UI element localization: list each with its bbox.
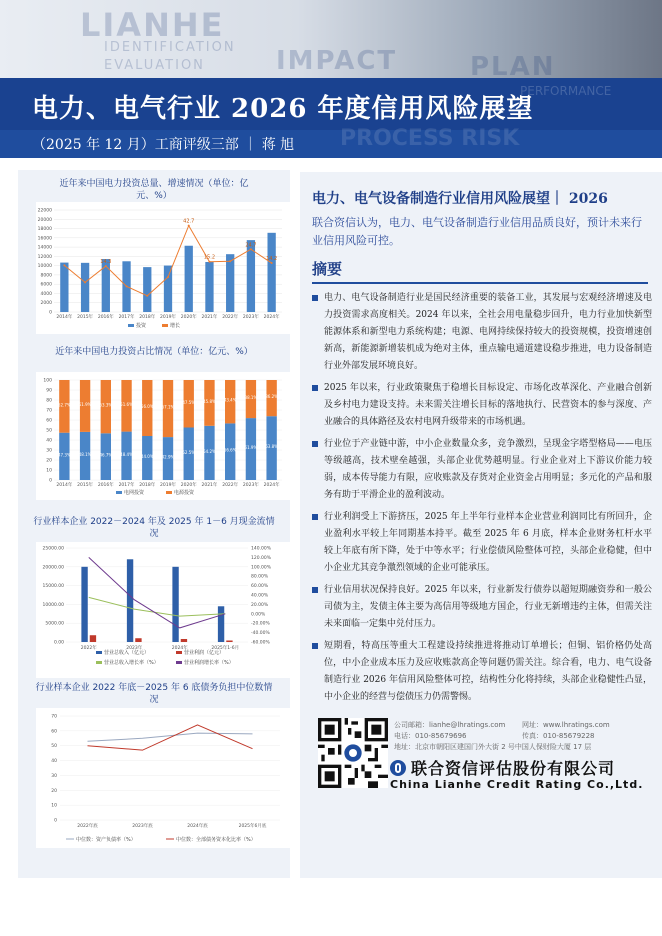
chart2-title: 近年来中国电力投资占比情况（单位：亿元、%）	[55, 347, 253, 357]
legend-label: 中位数：资产负债率（%）	[76, 837, 136, 843]
bar-value-label: 44.0%	[140, 454, 154, 459]
bar-value-label: 38.1%	[244, 395, 258, 401]
bar-value-label: 36.2%	[265, 394, 278, 400]
y2-tick-label: 40.00%	[251, 593, 269, 599]
x-tick-label: 2016年	[97, 483, 114, 488]
legend-swatch	[116, 491, 122, 494]
x-tick-label: 2024年	[171, 646, 188, 651]
bar-value-label: 45.8%	[203, 398, 216, 404]
y-tick-label: 2000	[40, 301, 52, 307]
y-tick-label: 50	[46, 428, 52, 434]
growth-point	[229, 260, 231, 262]
x-tick-label: 2024年	[263, 483, 280, 488]
bar-value-label: 48.1%	[78, 451, 92, 457]
y2-tick-label: 140.00%	[251, 546, 272, 552]
x-tick-label: 2014年	[56, 315, 73, 320]
y-tick-label: 0.00	[53, 640, 64, 646]
x-tick-label: 2024年	[263, 315, 280, 320]
y2-tick-label: -60.00%	[251, 640, 270, 646]
bar-profit	[181, 639, 187, 642]
x-tick-label: 2020年	[180, 483, 197, 488]
y-tick-label: 100	[43, 378, 52, 384]
x-tick-label: 2024年底	[187, 824, 208, 829]
y2-tick-label: -20.00%	[251, 621, 270, 627]
bar-profit	[226, 640, 232, 642]
watermark-word: PERFORMANCE	[520, 84, 612, 98]
x-tick-label: 2014年	[56, 483, 73, 488]
bar-value-label: 57.1%	[161, 404, 175, 410]
charts-column	[18, 170, 290, 878]
bar-value-label: 56.0%	[140, 404, 154, 409]
x-tick-label: 2015年	[77, 315, 94, 320]
bar-revenue	[81, 567, 87, 642]
legend-swatch	[96, 661, 102, 664]
y-tick-label: 18000	[37, 227, 52, 233]
x-tick-label: 2015年	[77, 483, 94, 488]
y-tick-label: 0	[49, 310, 52, 316]
x-tick-label: 2022年	[222, 483, 239, 488]
chart1-svg	[36, 202, 290, 334]
watermark-word: IDENTIFICATION	[104, 40, 236, 55]
y-tick-label: 22000	[37, 208, 52, 214]
y-tick-label: 0	[49, 478, 52, 484]
bar-value-label: 46.7%	[99, 452, 113, 458]
rating-conclusion: 联合资信认为，电力、电气设备制造行业信用品质良好，预计未来行业信用风险可控。	[312, 216, 642, 247]
x-tick-label: 2020年	[180, 315, 197, 320]
legend-label: 营业利润（亿元）	[184, 650, 225, 656]
list-item	[310, 436, 652, 504]
bar-value-label: 61.9%	[244, 445, 258, 451]
y2-tick-label: 60.00%	[251, 584, 269, 590]
y-tick-label: 5000.00	[45, 621, 64, 627]
bar-value-label: 47.5%	[182, 399, 196, 405]
section-title: 电力、电气设备制造行业信用风险展望｜ 2026	[312, 191, 608, 207]
chart2-svg	[36, 372, 290, 500]
page-title: 电力、电气行业 2026 年度信用风险展望	[32, 94, 534, 124]
y-tick-label: 14000	[37, 245, 52, 251]
y-tick-label: 70	[46, 408, 52, 414]
list-item	[310, 582, 652, 633]
legend-swatch	[176, 661, 182, 664]
legend-label: 投资	[136, 323, 147, 329]
bar-value-label: 56.6%	[223, 447, 237, 453]
growth-point	[271, 262, 273, 264]
legend-label: 增长	[170, 323, 181, 329]
x-tick-label: 2023年	[242, 315, 259, 320]
company-name-cn: 联合资信评估股份有限公司	[411, 759, 616, 778]
x-tick-label: 2023年底	[132, 824, 153, 829]
x-tick-label: 2018年	[139, 315, 156, 320]
legend-swatch	[176, 651, 182, 654]
abstract-list	[310, 290, 652, 711]
watermark-word: LIANHE	[80, 6, 225, 44]
watermark-word: PLAN	[470, 52, 556, 78]
x-tick-label: 2019年	[160, 483, 176, 488]
growth-point	[250, 248, 252, 250]
chart4-debt-burden	[36, 708, 290, 848]
list-item-text: 短期看，特高压等重大工程建设持续推进将推动订单增长；但铜、铝价格仍处高位，中小企业成本压力及应收账款高企等问题仍需关注。综合看，电力、电气设备制造行业 2026 年信用风险整体可控，结构性分化将持续，头部企业稳健性凸显，中小企业的经营与偿债压力仍需警惕。	[324, 641, 652, 702]
y-tick-label: 60	[46, 418, 52, 424]
y-tick-label: 40	[51, 759, 57, 765]
bar	[143, 267, 151, 312]
y2-tick-label: 100.00%	[251, 565, 272, 571]
legend-label: 中位数：全部债务资本化比率（%）	[176, 837, 256, 843]
data-label: 14.3	[100, 259, 112, 266]
y-tick-label: 30	[51, 773, 57, 779]
growth-point	[208, 261, 210, 263]
y-tick-label: 10000.00	[42, 602, 64, 608]
bar-profit	[90, 635, 96, 642]
y-tick-label: 10000	[37, 264, 52, 270]
x-tick-label: 2021年	[201, 315, 218, 320]
y-tick-label: 0	[54, 818, 57, 824]
footer-address: 地址：北京市朝阳区建国门外大街 2 号中国人保财险大厦 17 层	[394, 743, 592, 751]
x-tick-label: 2023年	[126, 646, 143, 651]
list-item	[310, 380, 652, 431]
company-logo	[390, 756, 615, 779]
header-banner-image	[0, 0, 662, 78]
data-label: 15.2	[203, 254, 216, 261]
y-tick-label: 15000.00	[42, 584, 64, 590]
y-tick-label: 30	[46, 448, 52, 454]
y-tick-label: 90	[46, 388, 52, 394]
x-tick-label: 2025年1-6月	[211, 646, 240, 651]
bar-value-label: 52.7%	[58, 402, 71, 408]
y-tick-label: 20000.00	[42, 565, 64, 571]
x-tick-label: 2023年	[242, 483, 259, 488]
chart4-title: 行业样本企业 2022 年底－2025 年 6 底债务负担中位数情况	[35, 683, 273, 705]
growth-point	[126, 285, 128, 287]
chart3-title: 行业样本企业 2022－2024 年及 2025 年 1－6 月现金流情况	[33, 517, 275, 539]
chart4-svg	[36, 708, 290, 848]
bar	[60, 263, 68, 312]
x-tick-label: 2021年	[201, 483, 218, 488]
x-tick-label: 2022年底	[77, 824, 98, 829]
x-tick-label: 2017年	[118, 483, 135, 488]
bar	[185, 246, 193, 312]
bar-value-label: 52.5%	[182, 449, 196, 455]
y-tick-label: 4000	[40, 291, 52, 297]
report-date-author: （2025 年 12 月）工商评级三部 ｜ 蒋 旭	[32, 137, 295, 153]
company-name-en: China Lianhe Credit Rating Co.,Ltd.	[390, 778, 644, 791]
y2-tick-label: 80.00%	[251, 574, 269, 580]
y-tick-label: 8000	[40, 273, 52, 279]
y-tick-label: 60	[51, 729, 57, 735]
bar-profit	[135, 638, 141, 642]
bar	[205, 262, 213, 312]
watermark-word: IMPACT	[276, 46, 398, 76]
debt-capital-line	[88, 725, 253, 750]
y-tick-label: 50	[51, 744, 57, 750]
y-tick-label: 12000	[37, 254, 52, 260]
bar	[226, 254, 234, 312]
x-tick-label: 2025年6月底	[238, 824, 267, 829]
bullet-square-icon	[312, 643, 318, 649]
footer-fax: 传真：010-85679228	[522, 732, 595, 740]
growth-point	[188, 225, 190, 227]
legend-swatch	[128, 324, 134, 327]
chart3-cashflow	[36, 542, 290, 678]
x-tick-label: 2016年	[97, 315, 114, 320]
y-tick-label: 20	[51, 788, 57, 794]
bar-value-label: 43.4%	[223, 397, 237, 403]
y-tick-label: 6000	[40, 282, 52, 288]
growth-point	[167, 276, 169, 278]
y2-tick-label: 0.00%	[251, 612, 266, 618]
y-tick-label: 25000.00	[42, 546, 64, 552]
y-tick-label: 80	[46, 398, 52, 404]
x-tick-label: 2022年	[222, 315, 239, 320]
bar	[164, 266, 172, 312]
y2-tick-label: -40.00%	[251, 631, 270, 637]
list-item-text: 电力、电气设备制造行业是国民经济重要的装备工业，其发展与宏观经济增速及电力投资需求高度相关。2024 年以来，全社会用电量稳步回升，电力行业加快新型能源体系和新型电力系统构建；电源、电网持续保持较大的投资规模，投资增速创新高，新能源新增装机成为绝对主体，重点输电通道建设稳步推进，电力设备制造行业外部发展环境良好。	[324, 293, 652, 371]
legend-label: 电源投资	[174, 490, 195, 496]
bar-value-label: 54.2%	[203, 448, 216, 454]
list-item-text: 行业利润受上下游挤压，2025 年上半年行业样本企业营业利润同比有所回升，企业盈利水平较上年同期基本持平。截至 2025 年 6 月底，样本企业财务杠杆水平较上年底有所下降，处于中等水平；行业偿债风险整体可控，头部企业稳健，但中小企业尤其竞争激烈领域的企业可能承压。	[324, 512, 652, 573]
list-item-text: 2025 年以来，行业政策聚焦于稳增长目标设定、市场化改革深化、产业融合创新及乡村电力建设支持。未来需关注增长目标的落地执行、民营资本的参与深度、产业融合的具体路径及农村电网升级带来的市场机遇。	[324, 383, 652, 427]
y2-tick-label: 20.00%	[251, 602, 269, 608]
bar-value-label: 53.3%	[99, 402, 113, 408]
footer-website: 网址：www.lhratings.com	[522, 721, 610, 729]
legend-swatch	[166, 491, 172, 494]
y-tick-label: 20	[46, 458, 52, 464]
footer-email: 公司邮箱：lianhe@lhratings.com	[394, 721, 506, 729]
bar-value-label: 63.8%	[265, 444, 278, 450]
company-logo-icon	[390, 760, 406, 776]
bar-revenue	[218, 606, 224, 642]
bullet-square-icon	[312, 385, 318, 391]
company-footer	[318, 718, 658, 794]
list-item	[310, 509, 652, 577]
growth-point	[84, 281, 86, 283]
bullet-square-icon	[312, 441, 318, 447]
bullet-square-icon	[312, 587, 318, 593]
legend-label: 营业总收入（亿元）	[104, 650, 150, 656]
y-tick-label: 16000	[37, 236, 52, 242]
bullet-square-icon	[312, 514, 318, 520]
list-item-text: 行业位于产业链中游，中小企业数量众多，竞争激烈，呈现金字塔型格局——电压等级越高，技术壁垒越强，头部企业优势越明显。行业企业对上下游议价能力较弱，成本传导能力有限，应收账款及存货对企业资金占用明显；多元化的产品和服务有助于平滑企业的盈利波动。	[324, 439, 652, 500]
growth-point	[63, 264, 65, 266]
y-tick-label: 20000	[37, 217, 52, 223]
y2-tick-label: 120.00%	[251, 555, 272, 561]
x-tick-label: 2022年	[80, 646, 97, 651]
profit-growth-line	[89, 557, 226, 628]
watermark-word: EVALUATION	[104, 58, 205, 73]
legend-label: 电网投资	[124, 490, 145, 496]
watermark-word: PROCESS RISK	[340, 126, 520, 151]
legend-label: 营业利润增长率（%）	[184, 660, 234, 666]
bullet-square-icon	[312, 295, 318, 301]
x-tick-label: 2017年	[118, 315, 135, 320]
list-item	[310, 638, 652, 706]
bar	[266, 233, 278, 312]
bar-value-label: 51.6%	[120, 401, 133, 407]
y-tick-label: 40	[46, 438, 52, 444]
bar	[81, 263, 89, 312]
x-tick-label: 2019年	[160, 315, 176, 320]
data-label: 24.7	[245, 242, 257, 249]
y-tick-label: 70	[51, 714, 57, 720]
list-item	[310, 290, 652, 375]
abstract-heading: 摘要	[312, 260, 343, 278]
legend-label: 营业总收入增长率（%）	[104, 660, 159, 666]
x-tick-label: 2018年	[139, 483, 156, 488]
data-label: 42.7	[183, 218, 195, 225]
legend-swatch	[162, 324, 168, 327]
y-tick-label: 10	[46, 468, 52, 474]
list-item-text: 行业信用状况保持良好。2025 年以来，行业新发行债券以超短期融资券和一般公司债为主，发债主体主要为高信用等级地方国企，行业无新增违约主体，但需关注未来面临一定集中兑付压力。	[324, 585, 652, 629]
bar-value-label: 51.9%	[78, 401, 92, 407]
qr-code-icon	[318, 718, 388, 788]
abstract-divider	[312, 282, 648, 284]
bar-value-label: 48.4%	[120, 451, 133, 457]
y-tick-label: 10	[51, 803, 57, 809]
bar-revenue	[127, 559, 133, 642]
growth-point	[146, 295, 148, 297]
bar-revenue	[172, 567, 178, 642]
footer-phone: 电话：010-85679696	[394, 732, 467, 740]
data-label: 14.2	[266, 256, 278, 263]
chart2-investment-share	[36, 372, 290, 500]
chart1-title: 近年来中国电力投资总量、增速情况（单位：亿元、%）	[59, 179, 249, 201]
chart3-svg	[36, 542, 290, 678]
bar-value-label: 42.9%	[161, 454, 175, 460]
chart1-power-investment	[36, 202, 290, 334]
bar-value-label: 47.3%	[58, 452, 71, 458]
legend-swatch	[96, 651, 102, 654]
growth-point	[105, 265, 107, 267]
